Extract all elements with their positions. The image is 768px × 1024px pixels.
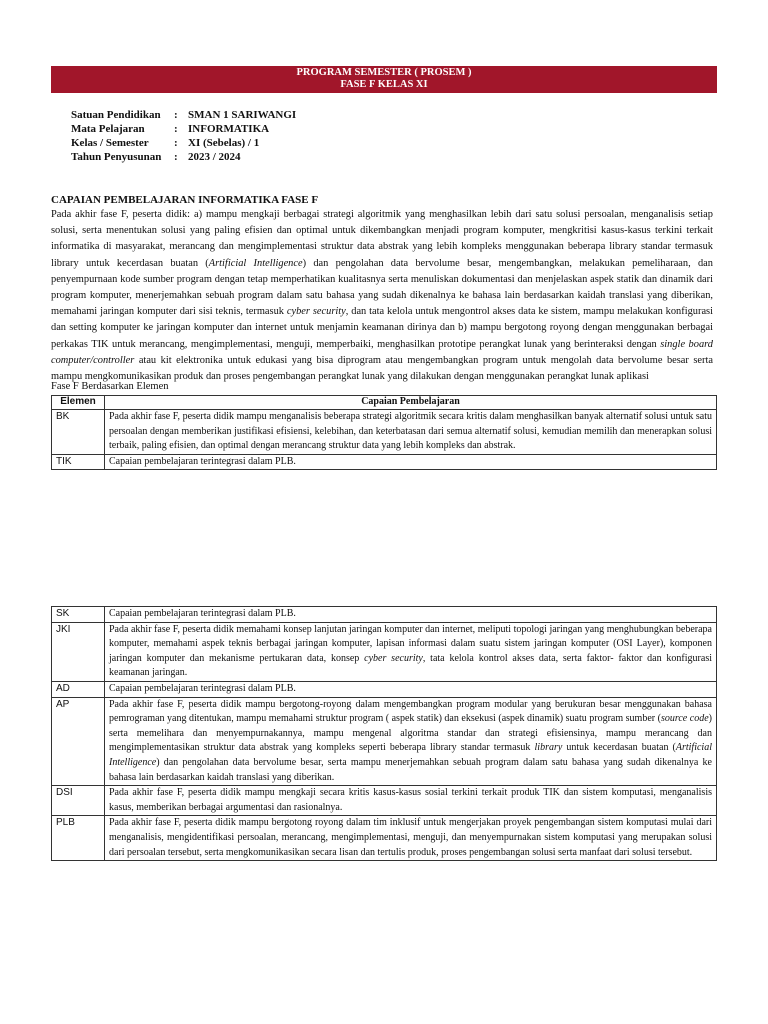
paragraph-text: , dan tata kelola untuk mengontrol akses data ke sistem, mampu melakukan konfigurasi dan setting komputer ke jaringan komputer dan internet untuk menjamin keamanan dirinya dan b) mampu bergotong royong dengan menggunakan berbagai perkakas TIK untuk merancang, mengimplementasi, menguji, memperbaiki, menghasilkan prototipe perangkat lunak yang berinteraksi dengan bbox=[51, 306, 713, 350]
element-description bbox=[105, 410, 717, 455]
element-description bbox=[105, 681, 717, 697]
description-text: Capaian pembelajaran terintegrasi dalam PLB. bbox=[109, 682, 296, 694]
meta-colon: : bbox=[174, 137, 178, 149]
meta-label: Kelas / Semester bbox=[71, 137, 149, 149]
table-row bbox=[52, 607, 717, 623]
description-text: ) dan pengolahan data bervolume besar, serta mampu menerjemahkan sebuah program dalam satu bahasa yang sudah dikenalnya ke bahasa lain berdasarkan kaidah translasi yang diberikan. bbox=[109, 756, 712, 783]
cp-paragraph bbox=[51, 207, 713, 385]
description-text: Capaian pembelajaran terintegrasi dalam PLB. bbox=[109, 608, 296, 619]
element-code: SK bbox=[52, 607, 105, 623]
element-code: TIK bbox=[52, 454, 105, 470]
table-row bbox=[52, 697, 717, 786]
table-body-top bbox=[52, 410, 717, 470]
table-row bbox=[52, 786, 717, 816]
table-row bbox=[52, 622, 717, 681]
element-code: DSI bbox=[52, 786, 105, 816]
description-italic: cyber security bbox=[364, 652, 423, 664]
description-text: Pada akhir fase F, peserta didik mampu menganalisis beberapa strategi algoritmik secara kritis dalam menghasilkan banyak alternatif solusi untuk satu persoalan dengan memberikan justifikasi efisiensi, kelebihan, dan keterbatasan dari semua alternatif solusi, kemudian memilih dan menerapkan solusi terbaik, paling efisien, dan optimal dengan merancang struktur data yang lebih kompleks dan abstrak. bbox=[109, 411, 712, 452]
table-row bbox=[52, 681, 717, 697]
element-code: AD bbox=[52, 681, 105, 697]
meta-row-subject bbox=[71, 122, 296, 136]
description-text: Pada akhir fase F, peserta didik mampu mengkaji secara kritis kasus-kasus sosial terkini terkait produk TIK dan sistem komputasi, menganalisis kasus, memberikan berbagai argumentasi dan rasionalnya. bbox=[109, 787, 712, 813]
banner-subtitle: FASE F KELAS XI bbox=[340, 79, 428, 90]
paragraph-text: Pada akhir fase F, peserta didik: a) mampu mengkaji berbagai strategi algoritmik yang menghasilkan lebih dari satu solusi persoalan, menganalisis setiap solusi, serta menentukan solusi yang paling efisien dan optimal untuk dikembangkan menjadi program komputer, mengkritisi kasus-kasus terkini terkait informatika di masyarakat, merancang dan mengimplementasi struktur data abstrak yang lebih kompleks menggunakan beberapa library standar termasuk library untuk kecerdasan buatan ( bbox=[51, 209, 713, 269]
element-code: JKI bbox=[52, 622, 105, 681]
meta-value: INFORMATIKA bbox=[188, 123, 270, 135]
title-banner bbox=[51, 66, 717, 93]
meta-row-year bbox=[71, 150, 296, 164]
element-code: BK bbox=[52, 410, 105, 455]
element-description bbox=[105, 816, 717, 861]
paragraph-text: atau kit elektronika untuk edukasi yang bisa diprogram atau mengembangkan program untuk mengolah data bervolume besar serta mampu mengkomunikasikan produk dan proses pengembangan perangkat lunak yang dilakukan dengan menggunakan perangkat lunak aplikasi bbox=[51, 354, 713, 383]
table-row bbox=[52, 454, 717, 470]
column-header-capaian: Capaian Pembelajaran bbox=[105, 396, 717, 410]
description-text: Capaian pembelajaran terintegrasi dalam PLB. bbox=[109, 455, 296, 467]
elements-table-bottom bbox=[51, 606, 717, 861]
meta-row-class bbox=[71, 136, 296, 150]
identity-block bbox=[71, 108, 296, 164]
description-text: ) serta memelihara dan menyempurnakannya, mampu mengenal algoritma standar dan strategi efisiensinya, mampu merancang dan mengimplementasikan struktur data abstrak yang kompleks seperti beberapa library standar termasuk bbox=[109, 713, 712, 754]
element-description bbox=[105, 454, 717, 470]
paragraph-italic: single board computer/controller bbox=[51, 338, 713, 366]
paragraph-italic: Artificial Intelligence bbox=[208, 257, 303, 269]
element-description bbox=[105, 607, 717, 623]
subheading: Fase F Berdasarkan Elemen bbox=[51, 381, 169, 392]
meta-value: 2023 / 2024 bbox=[188, 151, 241, 163]
paragraph-italic: cyber security bbox=[286, 306, 346, 318]
description-text: untuk kecerdasan buatan ( bbox=[562, 742, 676, 754]
meta-colon: : bbox=[174, 123, 178, 135]
meta-label: Mata Pelajaran bbox=[71, 123, 145, 135]
table-row bbox=[52, 410, 717, 455]
meta-colon: : bbox=[174, 109, 178, 121]
element-description bbox=[105, 622, 717, 681]
meta-colon: : bbox=[174, 151, 178, 163]
column-header-elemen: Elemen bbox=[52, 396, 105, 410]
element-description bbox=[105, 697, 717, 786]
banner-title: PROGRAM SEMESTER ( PROSEM ) bbox=[296, 67, 472, 78]
section-heading: CAPAIAN PEMBELAJARAN INFORMATIKA FASE F bbox=[51, 194, 319, 206]
description-text: Pada akhir fase F, peserta didik mampu bergotong-royong dalam mengembangkan program modular yang berukuran besar menggunakan bahasa pemrograman yang ditentukan, mampu memahami struktur program ( aspek statik) dan eksekusi (aspek dinamik) suatu program sumber ( bbox=[109, 698, 712, 725]
element-code: AP bbox=[52, 697, 105, 786]
element-code: PLB bbox=[52, 816, 105, 861]
meta-row-school bbox=[71, 108, 296, 122]
description-text: Pada akhir fase F, peserta didik memahami konsep lanjutan jaringan komputer dan internet, meliputi topologi jaringan yang menghubungkan beberapa komputer, memahami aspek teknis berbagai jaringan komputer, lapisan informasi dalam suatu sistem jaringan komputer (OSI Layer), komponen jaringan komputer dan mekanisme pertukaran data, konsep bbox=[109, 623, 712, 664]
description-italic: source code bbox=[660, 713, 709, 725]
element-description bbox=[105, 786, 717, 816]
table-header-row bbox=[52, 396, 717, 410]
elements-table-top bbox=[51, 395, 717, 470]
description-italic: library bbox=[534, 742, 563, 754]
meta-value: SMAN 1 SARIWANGI bbox=[188, 109, 297, 121]
meta-label: Tahun Penyusunan bbox=[71, 151, 162, 163]
meta-label: Satuan Pendidikan bbox=[71, 109, 161, 121]
description-text: Pada akhir fase F, peserta didik mampu bergotong royong dalam tim inklusif untuk mengerjakan proyek pengembangan sistem komputasi mulai dari menganalisis, mengidentifikasi persoalan, merancang, mengimplementasi, menguji, dan menyempurnakan sistem komputasi yang merupakan solusi dari persoalan tersebut, serta mengkomunikasikan secara lisan dan tertulis produk, proses pengembangan solusi serta manfaat dari solusi tersebut. bbox=[109, 817, 712, 858]
paragraph-text: ) dan pengolahan data bervolume besar, mengembangkan, melakukan pemeliharaan, dan penyempurnaan kode sumber program dengan tetap memperhatikan kualitasnya serta menuliskan dokumentasi dan menjelaskan aspek statik dan dinamik dari program komputer, menerjemahkan sebuah program dalam satu bahasa yang sudah dikenalnya ke bahasa lain berdasarkan kaidah translasi yang diberikan, memahami jaringan komputer dari sisi teknis, termasuk bbox=[51, 257, 713, 318]
table-row bbox=[52, 816, 717, 861]
meta-value: XI (Sebelas) / 1 bbox=[188, 137, 260, 149]
description-italic: Artificial Intelligence bbox=[109, 742, 712, 768]
description-text: , tata kelola kontrol akses data, serta faktor- faktor dan konfigurasi keamanan jaringan. bbox=[109, 652, 712, 679]
table-body-bottom bbox=[52, 607, 717, 861]
